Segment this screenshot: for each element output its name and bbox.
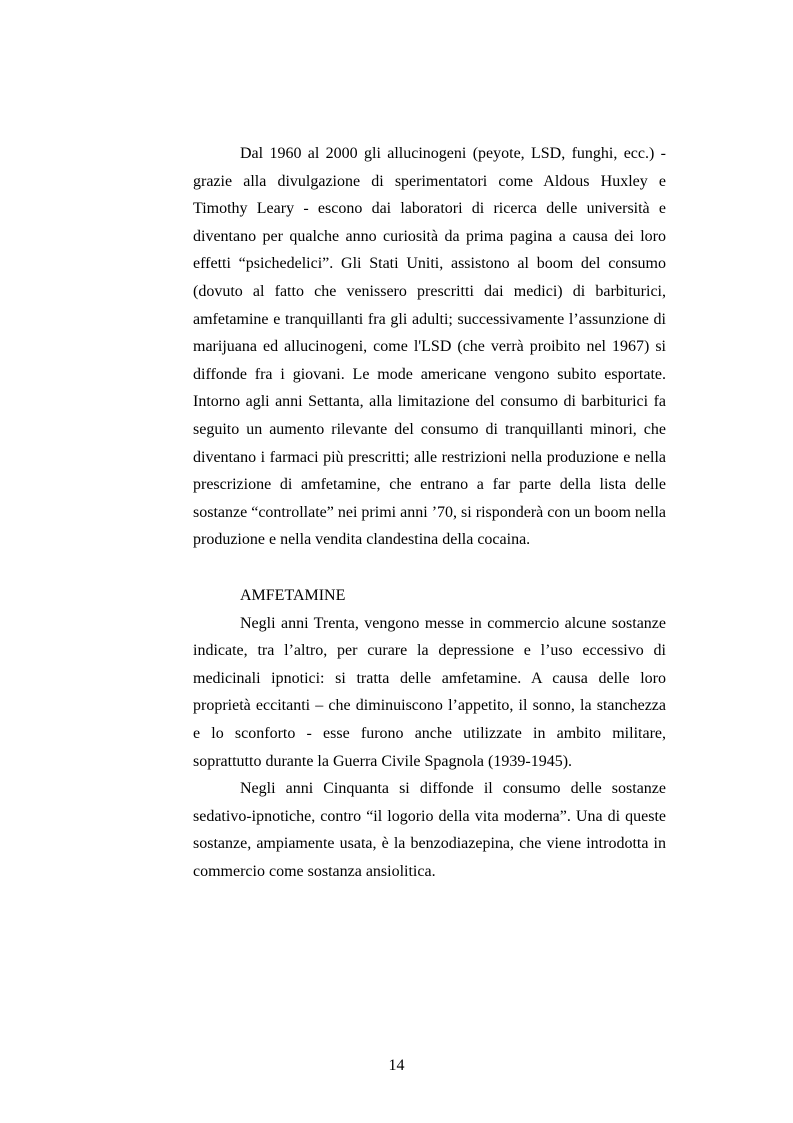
intro-section	[193, 140, 666, 554]
page-number: 14	[388, 1057, 405, 1074]
amfetamine-section	[193, 582, 666, 886]
intro-paragraph: Dal 1960 al 2000 gli allucinogeni (peyote, LSD, funghi, ecc.) - grazie alla divulgazione di sperimentatori come Aldous Huxley e Timothy Leary - escono dai laboratori di ricerca delle università e diventano per qualche anno curiosità da prima pagina a causa dei loro effetti “psichedelici”. Gli Stati Uniti, assistono al boom del consumo (dovuto al fatto che venissero prescritti dai medici) di barbiturici, amfetamine e tranquillanti fra gli adulti; successivamente l’assunzione di marijuana ed allucinogeni, come l'LSD (che verrà proibito nel 1967) si diffonde fra i giovani. Le mode americane vengono subito esportate. Intorno agli anni Settanta, alla limitazione del consumo di barbiturici fa seguito un aumento rilevante del consumo di tranquillanti minori, che diventano i farmaci più prescritti; alle restrizioni nella produzione e nella prescrizione di amfetamine, che entrano a far parte della lista delle sostanze “controllate” nei primi anni ’70, si risponderà con un boom nella produzione e nella vendita clandestina della cocaina.	[193, 145, 666, 549]
amfetamine-paragraph: Negli anni Trenta, vengono messe in commercio alcune sostanze indicate, tra l’altro, per curare la depressione e l’uso eccessivo di medicinali ipnotici: si tratta delle amfetamine. A causa delle loro proprietà eccitanti – che diminuiscono l’appetito, il sonno, la stanchezza e lo sconforto - esse furono anche utilizzate in ambito militare, soprattutto durante la Guerra Civile Spagnola (1939-1945).	[193, 614, 666, 770]
sedativi-paragraph: Negli anni Cinquanta si diffonde il consumo delle sostanze sedativo-ipnotiche, contro “il logorio della vita moderna”. Una di queste sostanze, ampiamente usata, è la benzodiazepina, che viene introdotta in commercio come sostanza ansiolitica.	[193, 780, 666, 880]
section-heading: AMFETAMINE	[240, 587, 346, 604]
